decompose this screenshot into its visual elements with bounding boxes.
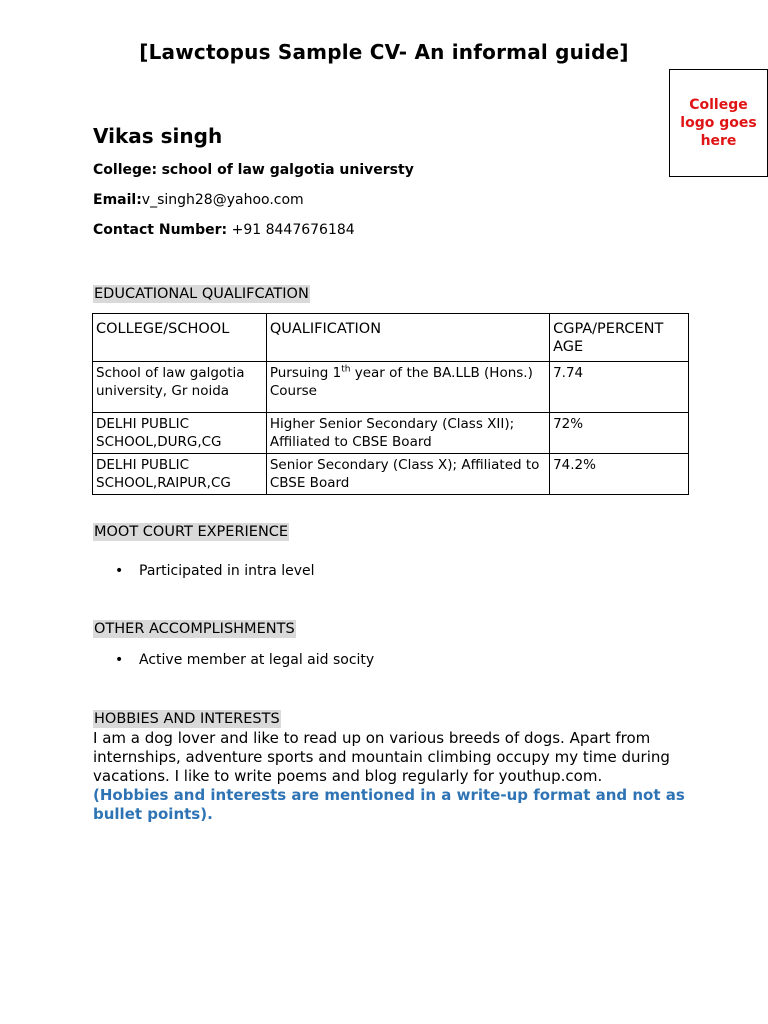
logo-placeholder-text: College logo goes here — [680, 97, 757, 149]
bullet-icon: • — [115, 563, 124, 579]
college-label: College: — [93, 162, 158, 178]
accomplishments-heading: OTHER ACCOMPLISHMENTS — [94, 621, 295, 637]
school-cell: School of law galgotia university, Gr noida — [93, 362, 267, 413]
header-qualification: QUALIFICATION — [266, 314, 549, 362]
list-item-text: Active member at legal aid socity — [139, 652, 375, 668]
email-value: v_singh28@yahoo.com — [141, 192, 304, 208]
list-item-text: Participated in intra level — [139, 563, 315, 579]
education-heading: EDUCATIONAL QUALIFCATION — [94, 286, 309, 302]
score-cell: 72% — [550, 413, 689, 454]
moot-heading: MOOT COURT EXPERIENCE — [94, 524, 289, 540]
qualification-text-pre: Pursuing 1 — [269, 365, 342, 381]
qualification-cell — [266, 362, 549, 413]
hobbies-paragraph — [93, 729, 693, 824]
table-row — [93, 454, 689, 495]
hobbies-note: (Hobbies and interests are mentioned in a write-up format and not as bullet points). — [93, 786, 685, 823]
hobbies-heading: HOBBIES AND INTERESTS — [94, 711, 280, 727]
document-title: [Lawctopus Sample CV- An informal guide] — [139, 40, 629, 64]
college-value: school of law galgotia universty — [161, 162, 414, 178]
college-logo-placeholder — [669, 69, 768, 177]
accomplishments-list — [93, 652, 374, 668]
candidate-name: Vikas singh — [93, 124, 223, 148]
ordinal-suffix: th — [341, 364, 351, 375]
list-item — [93, 652, 374, 668]
qualification-cell: Higher Senior Secondary (Class XII); Affiliated to CBSE Board — [266, 413, 549, 454]
header-college-school: COLLEGE/SCHOOL — [93, 314, 267, 362]
qualification-text-post: year of the BA.LLB (Hons.) Course — [269, 365, 533, 399]
qualification-cell: Senior Secondary (Class X); Affiliated to CBSE Board — [266, 454, 549, 495]
email-line — [93, 192, 304, 208]
table-row — [93, 413, 689, 454]
college-line — [93, 162, 414, 178]
moot-list — [93, 563, 315, 579]
email-label: Email: — [93, 192, 142, 208]
table-row — [93, 362, 689, 413]
score-cell: 7.74 — [550, 362, 689, 413]
header-cgpa-percentage: CGPA/PERCENT AGE — [550, 314, 689, 362]
score-cell: 74.2% — [550, 454, 689, 495]
list-item — [93, 563, 315, 579]
hobbies-text: I am a dog lover and like to read up on various breeds of dogs. Apart from internships, adventure sports and mountain climbing occupy my time during vacations. I like to write poems and blog regularly for youthup.com. — [93, 729, 670, 785]
contact-label: Contact Number: — [93, 222, 228, 238]
table-header-row — [93, 314, 689, 362]
bullet-icon: • — [115, 652, 124, 668]
education-table — [92, 313, 689, 495]
school-cell: DELHI PUBLIC SCHOOL,DURG,CG — [93, 413, 267, 454]
contact-line — [93, 222, 355, 238]
contact-value: +91 8447676184 — [231, 222, 355, 238]
school-cell: DELHI PUBLIC SCHOOL,RAIPUR,CG — [93, 454, 267, 495]
